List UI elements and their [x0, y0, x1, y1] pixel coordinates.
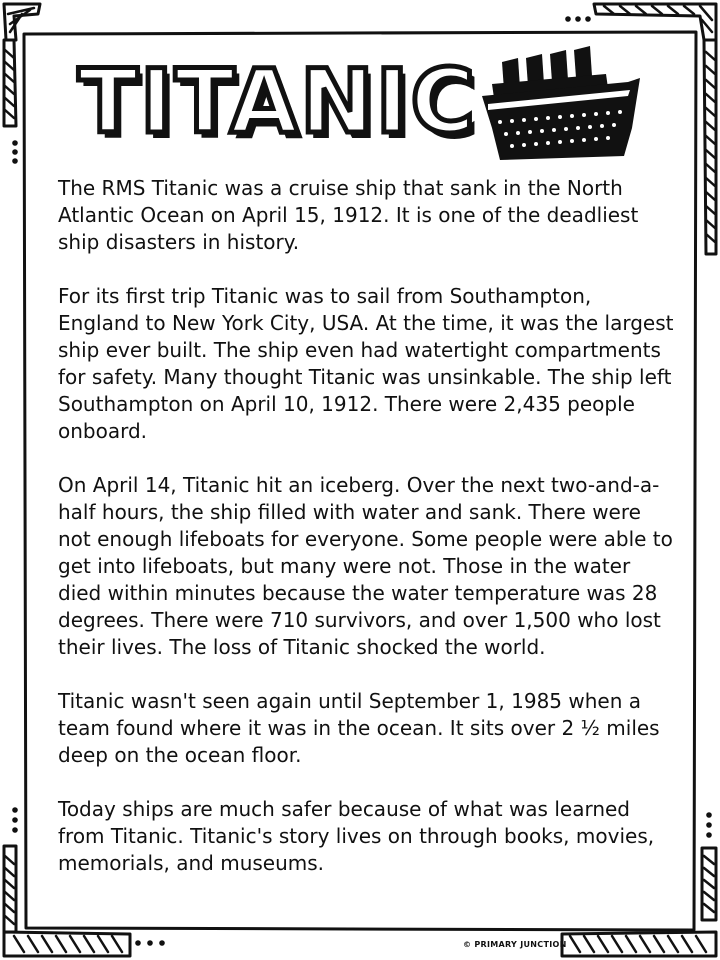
paragraph-iceberg: On April 14, Titanic hit an iceberg. Over the next two-and-a-half hours, the ship filled with water and sank. There were not enough lifeboats for everyone. Some people were able to get into lifeboats, but many were not. Those in the water died within minutes because the water temperature was 28 degrees. There were 710 survivors, and over 1,500 who lost their lives. The loss of Titanic shocked the world.: [58, 473, 673, 659]
article-body: [58, 175, 676, 904]
paragraph-intro: The RMS Titanic was a cruise ship that sank in the North Atlantic Ocean on April 15, 1912. It is one of the deadliest ship disasters in history.: [58, 176, 639, 254]
ship-icon: [478, 44, 644, 166]
copyright-footer: © PRIMARY JUNCTION: [463, 940, 567, 949]
paragraph-legacy: Today ships are much safer because of what was learned from Titanic. Titanic's story lives on through books, movies, memorials, and museums.: [58, 797, 655, 875]
paragraph-discovery: Titanic wasn't seen again until September 1, 1985 when a team found where it was in the ocean. It sits over 2 ½ miles deep on the ocean floor.: [58, 689, 660, 767]
paragraph-first-trip: For its first trip Titanic was to sail from Southampton, England to New York City, USA. At the time, it was the largest ship ever built. The ship even had watertight compartments for safety. Many thought Titanic was unsinkable. The ship left Southampton on April 10, 1912. There were 2,435 people onboard.: [58, 284, 674, 443]
page-title: TITANIC: [78, 50, 478, 153]
